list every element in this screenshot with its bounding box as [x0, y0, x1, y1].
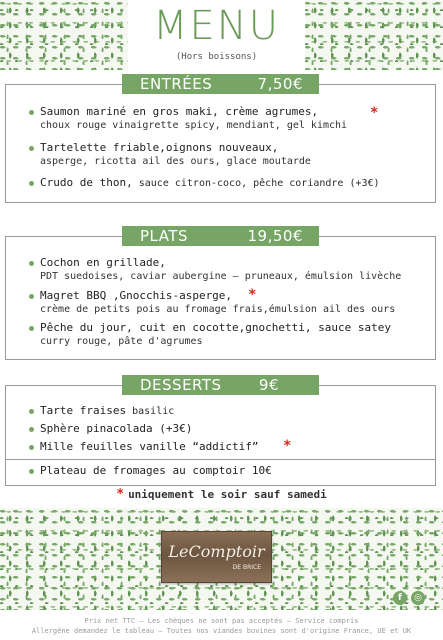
dessert-item-3: [40, 440, 259, 454]
plat-item-3-title: Pêche du jour, cuit en cocotte,gnochetti, sauce satey: [40, 321, 391, 334]
footnote-text: uniquement le soir sauf samedi: [128, 488, 327, 501]
restaurant-logo: [161, 531, 272, 583]
entrees-header: [122, 74, 319, 94]
plats-title: PLATS: [140, 227, 189, 245]
dessert-item-1-desc: basilic: [126, 406, 175, 417]
dessert-item-3-title: Mille feuilles vanille “addictif”: [40, 440, 259, 453]
logo-subtext: DE BRICE: [232, 564, 261, 571]
plat-item-1-title: Cochon en grillade,: [40, 256, 166, 269]
dessert-item-2: [40, 422, 192, 436]
entree-item-1-desc: choux rouge vinaigrette spicy, mendiant, gel kimchi: [40, 120, 348, 131]
bullet-icon: [29, 146, 34, 151]
entree-item-3-title: Crudo de thon,: [40, 176, 133, 189]
plats-price: 19,50€: [247, 227, 303, 245]
facebook-icon[interactable]: f: [393, 591, 407, 605]
legal-line-1: Prix net TTC – Les chèques ne sont pas acceptés – Service compris: [84, 617, 359, 625]
dessert-item-1-title: Tarte fraises: [40, 404, 127, 417]
bullet-icon: [29, 294, 34, 299]
footnote: [0, 487, 443, 502]
dessert-item-2-title: Sphère pinacolada (+3€): [40, 422, 193, 435]
star-icon: *: [248, 287, 257, 303]
bullet-icon: [29, 409, 34, 414]
plat-item-1-desc: PDT suedoises, caviar aubergine – pruneaux, émulsion livèche: [40, 271, 402, 282]
entree-item-1: [40, 105, 347, 133]
plat-item-2-desc: crème de petits pois au fromage frais,émulsion ail des ours: [40, 304, 396, 315]
dessert-item-4-title: Plateau de fromages au comptoir 10€: [40, 464, 272, 477]
entree-item-2-desc: asperge, ricotta ail des ours, glace moutarde: [40, 156, 311, 167]
bullet-icon: [29, 326, 34, 331]
desserts-price: 9€: [258, 376, 279, 394]
plat-item-2-title: Magret BBQ ,Gnocchis-asperge,: [40, 289, 233, 302]
bullet-icon: [29, 469, 34, 474]
plat-item-3-desc: curry rouge, pâte d'agrumes: [40, 336, 203, 347]
bullet-icon: [29, 181, 34, 186]
legal-line-2: Allergène demandez le tableau – Toutes nos viandes bovines sont d'origine France, UE et UK: [31, 627, 412, 635]
bullet-icon: [29, 427, 34, 432]
desserts-header: [122, 375, 319, 395]
bullet-icon: [29, 110, 34, 115]
entrees-title: ENTRÉES: [140, 75, 213, 93]
plat-item-3: [40, 321, 391, 349]
star-icon: *: [370, 105, 379, 121]
bullet-icon: [29, 261, 34, 266]
entree-item-1-title: Saumon mariné en gros maki, crème agrumes,: [40, 105, 319, 118]
plat-item-2: [40, 289, 395, 317]
leaf-pattern-top-left: [0, 0, 128, 70]
dessert-item-1: [40, 404, 174, 419]
star-icon: *: [116, 487, 125, 502]
star-icon: *: [283, 438, 292, 454]
plats-header: [122, 226, 319, 246]
menu-title: MENU: [153, 3, 280, 49]
bullet-icon: [29, 445, 34, 450]
entree-item-2-title: Tartelette friable,oignons nouveaux,: [40, 141, 279, 154]
desserts-title: DESSERTS: [140, 376, 222, 394]
desserts-divider: [5, 459, 436, 460]
plat-item-1: [40, 256, 401, 284]
entree-item-3-desc: sauce citron-coco, pêche coriandre (+3€): [132, 178, 380, 189]
entrees-price: 7,50€: [257, 75, 303, 93]
instagram-icon[interactable]: ◎: [411, 591, 425, 605]
logo-text: LeComptoir: [168, 542, 265, 561]
dessert-item-4: [40, 464, 272, 478]
menu-subtitle: (Hors boissons): [175, 52, 258, 62]
leaf-pattern-top-right: [305, 0, 443, 70]
entree-item-3: [40, 176, 380, 191]
entree-item-2: [40, 141, 311, 169]
